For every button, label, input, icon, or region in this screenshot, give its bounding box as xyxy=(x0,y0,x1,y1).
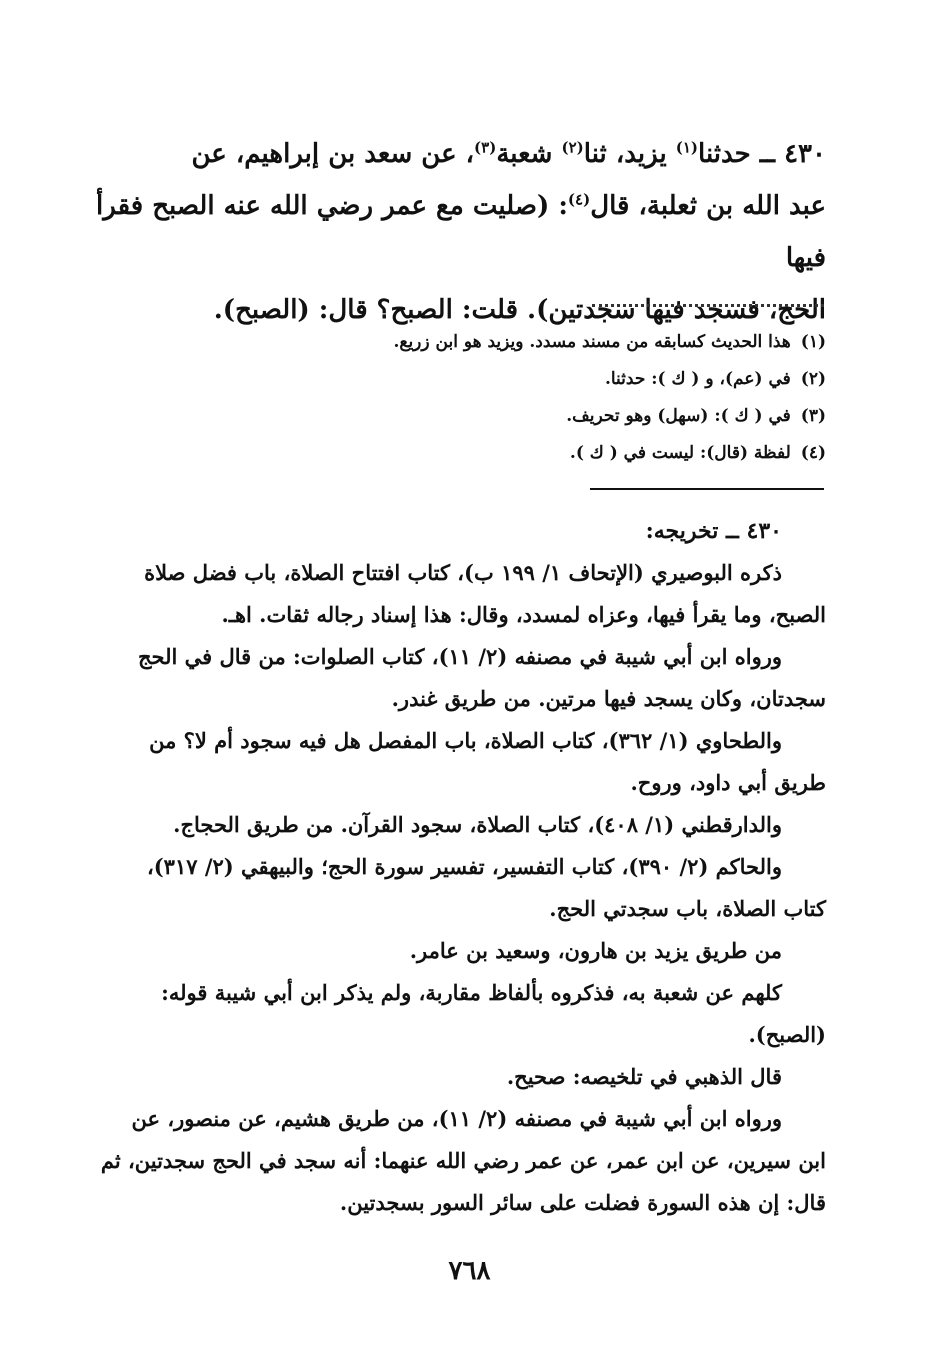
page-number: ٧٦٨ xyxy=(448,1256,491,1286)
takhrij-line: قال الذهبي في تلخيصه: صحيح. xyxy=(506,1064,782,1089)
footnote xyxy=(200,435,826,472)
footnote-text: لفظة (قال): ليست في ( ك ). xyxy=(569,443,791,463)
footnote xyxy=(200,361,826,398)
footnote-ref: (٣) xyxy=(474,138,497,157)
footnote-ref: (١) xyxy=(675,138,699,157)
takhrij-line: ورواه ابن أبي شيبة في مصنفه (٢/ ١١)، من طريق هشيم، عن منصور، عن xyxy=(131,1106,782,1131)
hadith-line: عبد الله بن ثعلبة، قال$^{(٤)}$: (صليت مع عمر رضي الله عنه الصبح فقرأ فيها xyxy=(96,190,826,273)
takhrij-line: طريق أبي داود، وروح. xyxy=(630,770,826,795)
takhrij-line: والدارقطني (١/ ٤٠٨)، كتاب الصلاة، سجود القرآن. من طريق الحجاج. xyxy=(173,812,782,837)
footnote-text: في ( ك ): (سهل) وهو تحريف. xyxy=(566,406,791,426)
footnote-number: (٤) xyxy=(800,443,826,463)
footnotes xyxy=(200,324,826,472)
takhrij-line: قال: إن هذه السورة فضلت على سائر السور بسجدتين. xyxy=(339,1190,826,1215)
footnote xyxy=(200,398,826,435)
footnote-number: (١) xyxy=(800,332,826,352)
takhrij-line: كتاب الصلاة، باب سجدتي الحج. xyxy=(549,896,826,921)
takhrij-line: والحاكم (٢/ ٣٩٠)، كتاب التفسير، تفسير سورة الحج؛ والبيهقي (٢/ ٣١٧)، xyxy=(146,854,782,879)
hadith-line: ٤٣٠ ــ حدثنا$^{(١)}$ يزيد، ثنا$^{(٢)}$ شعبة$^{(٣)}$، عن سعد بن إبراهيم، عن xyxy=(191,138,826,169)
section-separator xyxy=(590,488,824,490)
takhrij-line: ورواه ابن أبي شيبة في مصنفه (٢/ ١١)، كتاب الصلوات: من قال في الحج xyxy=(138,644,782,669)
footnote-text: في (عم)، و ( ك ): حدثنا. xyxy=(604,369,791,389)
footnote-number: (٢) xyxy=(800,369,826,389)
footnote-number: (٣) xyxy=(800,406,826,426)
footnote-ref: (٢) xyxy=(561,138,584,157)
takhrij-heading: ٤٣٠ ــ تخريجه: xyxy=(645,518,782,544)
footnote-text: هذا الحديث كسابقه من مسند مسدد. ويزيد هو ابن زريع. xyxy=(393,332,791,352)
footnote-ref: (٤) xyxy=(567,190,591,209)
takhrij-line: من طريق يزيد بن هارون، وسعيد بن عامر. xyxy=(409,938,782,963)
dotted-divider xyxy=(592,290,824,307)
takhrij-line: كلهم عن شعبة به، فذكروه بألفاظ مقاربة، ولم يذكر ابن أبي شيبة قوله: xyxy=(161,980,782,1005)
takhrij-line: ابن سيرين، عن ابن عمر، عن عمر رضي الله عنهما: أنه سجد في الحج سجدتين، ثم xyxy=(100,1148,826,1173)
takhrij-line: الصبح، وما يقرأ فيها، وعزاه لمسدد، وقال: هذا إسناد رجاله ثقات. اهـ. xyxy=(221,602,826,627)
takhrij-line: سجدتان، وكان يسجد فيها مرتين. من طريق غندر. xyxy=(391,686,826,711)
takhrij-section xyxy=(96,510,826,1224)
footnote xyxy=(200,324,826,361)
takhrij-line: والطحاوي (١/ ٣٦٢)، كتاب الصلاة، باب المفصل هل فيه سجود أم لا؟ من xyxy=(149,728,782,753)
takhrij-line: (الصبح). xyxy=(748,1022,826,1047)
hadith-line: الحج، فسجد فيها سجدتين). قلت: الصبح؟ قال: (الصبح). xyxy=(213,295,826,325)
takhrij-line: ذكره البوصيري (الإتحاف ١/ ١٩٩ ب)، كتاب افتتاح الصلاة، باب فضل صلاة xyxy=(144,560,782,585)
